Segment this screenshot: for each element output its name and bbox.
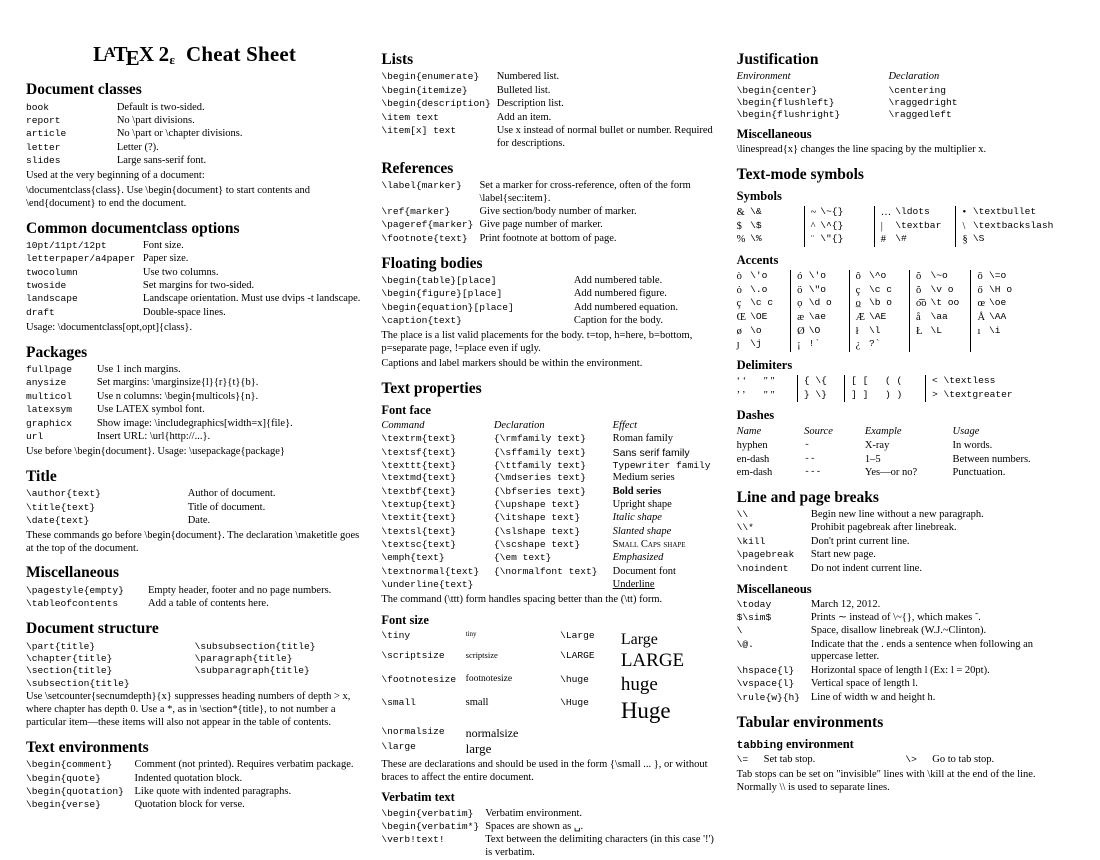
table-text-environments [26,759,363,813]
table-row: \textit{text} {\itshape text} Italic shape [381,512,662,524]
heading-text-mode-symbols: Text-mode symbols [736,165,864,183]
table-justification [737,71,1074,121]
note-floating-bodies-1: The place is a list valid placements for the body. t=top, h=here, b=bottom, p=separate page, !=place even if ugly. [381,330,693,354]
table-row: anysize Set margins: \marginsize{l}{r}{t}{b}. [26,377,259,389]
note-title: These commands go before \begin{document}. The declaration \maketitle goes at the top of the document. [26,529,360,554]
table-row: \ref{marker} Give section/body number of marker. [381,205,637,217]
note-miscellaneous-2: \linespread{x} changes the line spacing by the multiplier x. [736,144,987,156]
table-row: & \& ~ \~{} … \ldots • \textbullet [736,205,1037,218]
table-row: \kill Don't print current line. [736,535,910,547]
heading-text-environments: Text environments [26,738,149,756]
table-row: ç \c c ọ \d o o̲ \b o o͡o \t oo œ \oe [736,297,1007,310]
table-row: \subsection{title} [26,677,130,689]
table-row: \texttt{text} {\ttfamily text} Typewriter family [381,459,711,471]
table-tabbing [737,754,1074,767]
table-row: \begin{itemize} Bulleted list. [381,84,551,96]
table-font-size [381,630,718,757]
table-row: \textrm{text} {\rmfamily text} Roman family [381,433,673,445]
heading-miscellaneous-3: Miscellaneous [736,581,812,596]
heading-tabbing-environment: tabbing environment [736,736,854,752]
table-row: ȷ \j ¡ !` ¿ ?` [737,338,1074,352]
table-row: \textmd{text} {\mdseries text} Medium series [381,472,675,484]
heading-document-structure: Document structure [26,620,159,638]
table-row: em-dash --- Yes—or no? Punctuation. [736,466,1006,479]
table-floating-bodies [381,275,718,329]
table-row: slides Large sans-serif font. [26,155,207,167]
table-row: twoside Set margins for two-sided. [26,280,255,292]
table-row: \pageref{marker} Give page number of marker. [381,219,603,231]
table-row: \textnormal{text} {\normalfont text} Document font [381,565,676,577]
column-3 [737,42,1074,840]
note-common-options: Usage: \documentclass[opt,opt]{class}. [26,321,193,333]
table-row: \begin{comment} Comment (not printed). Requires verbatim package. [26,759,354,771]
table-row: \rule{w}{h} Line of width w and height h. [736,691,936,703]
latex-logo: LATEX $2_\varepsilon$ [93,42,176,71]
note-packages: Use before \begin{document}. Usage: \usepackage{package} [26,445,285,457]
heading-line-page-breaks: Line and page breaks [736,488,879,506]
table-row: \\ Begin new line without a new paragraph. [736,509,984,521]
table-row: ȯ \.o ö \"o ç \c c ŏ \v o ő \H o [736,283,1013,296]
table-row: \scriptsize scriptsize \LARGE LARGE [381,650,685,672]
table-row: twocolumn Use two columns. [26,266,219,278]
heading-title: Title [26,467,57,485]
table-row: \tiny tiny \Large Large [381,630,658,649]
note-floating-bodies-2: Captions and label markers should be within the environment. [381,357,643,369]
table-row: \small small \Huge Huge [381,697,671,724]
table-row: ‘ ‘ " " { \{ [ [ ( ( < \textless [737,375,1074,389]
table-row: $ \$ ^ \^{} | \textbar \ \textbackslash [736,219,1054,232]
heading-floating-bodies: Floating bodies [381,254,483,272]
table-document-structure [26,640,363,689]
table-row: multicol Use n columns: \begin{multicols}{n}. [26,390,259,402]
note-font-size: These are declarations and should be used in the form {\small ... }, or without braces to affect the entire document. [381,758,708,783]
table-row: Œ \OE æ \ae Æ \AE å \aa Å \AA [736,310,1007,323]
table-row: \today March 12, 2012. [736,598,881,610]
heading-lists: Lists [381,51,414,68]
table-row: \begin{enumerate} Numbered list. [381,71,560,83]
heading-font-size: Font size [381,612,429,627]
note-font-face: The command (\ttt) form handles spacing better than the (\tt) form. [381,594,663,606]
table-row: \underline{text} Underline [381,579,655,591]
table-header-row: Command Declaration Effect [381,419,638,431]
table-document-classes [26,101,363,168]
table-row: \pagestyle{empty} Empty header, footer and no page numbers. [26,584,332,596]
table-row: \begin{table}[place] Add numbered table. [381,275,663,287]
table-packages [26,364,363,444]
table-line-page-breaks [737,509,1074,576]
note-document-classes-2: \documentclass{class}. Use \begin{document} to start contents and \end{document} to end the document. [26,184,311,209]
table-row: latexsym Use LATEX symbol font. [26,404,205,416]
table-row: \caption{text} Caption for the body. [381,315,663,327]
table-row: \begin{verse} Quotation block for verse. [26,799,245,811]
table-row: \title{text} Title of document. [26,501,266,513]
heading-references: References [381,159,454,177]
table-title [26,488,363,528]
table-header-row: Name Source Example Usage [736,426,980,438]
heading-text-properties: Text properties [381,379,482,397]
heading-accents: Accents [736,252,779,267]
note-document-classes-1: Used at the very beginning of a document: [26,170,205,182]
table-row: url Insert URL: \url{http://...}. [26,430,211,442]
table-row: \chapter{title} \paragraph{title} [26,652,293,664]
heading-verbatim-text: Verbatim text [381,790,455,805]
table-row: \\* Prohibit pagebreak after linebreak. [736,522,957,534]
note-document-structure: Use \setcounter{secnumdepth}{x} suppresses heading numbers of depth > x, where chapter has depth 0. Use a *, as in \section*{title}, to not number a particular item—these items will also not appear in the table of contents. [26,691,351,729]
table-row: \textbf{text} {\bfseries text} Bold series [381,485,662,497]
heading-common-options: Common documentclass options [26,219,240,237]
heading-miscellaneous-1: Miscellaneous [26,564,119,582]
table-row: \textsl{text} {\slshape text} Slanted shape [381,525,672,537]
table-miscellaneous-1 [26,585,363,612]
table-accents [737,270,1074,352]
table-row: % \% ¨ \"{} # \# § \S [736,233,985,246]
heading-justification: Justification [736,51,819,68]
table-row: \begin{quote} Indented quotation block. [26,772,243,784]
column-1 [26,42,363,840]
page-title [26,42,363,71]
table-symbols [737,206,1074,247]
table-row: \ Space, disallow linebreak (W.J.~Clinton). [736,625,987,637]
table-row: \begin{quotation} Like quote with indented paragraphs. [26,786,292,797]
table-row: \hspace{l} Horizontal space of length l (Ex: l = 20pt). [736,664,990,676]
table-row: \tableofcontents Add a table of contents here. [26,598,269,610]
table-row: \verb!text! Text between the delimiting characters (in this case '!') is verbatim. [381,834,714,858]
table-row: \begin{figure}[place] Add numbered figure. [381,288,667,300]
table-font-face [381,419,718,592]
heading-packages: Packages [26,343,88,361]
table-references [381,180,718,246]
table-row: \begin{flushleft} \raggedright [736,97,958,109]
table-row: \@. Indicate that the . ends a sentence when following an uppercase letter. [736,638,1034,663]
table-row: \item text Add an item. [381,111,552,123]
heading-delimiters: Delimiters [736,357,793,372]
table-lists [381,71,718,150]
table-row: draft Double-space lines. [26,306,226,318]
table-row: \noindent Do not indent current line. [736,562,922,574]
table-row: book Default is two-sided. [26,101,205,113]
table-row: \begin{center} \centering [736,84,947,96]
table-row: \label{marker} Set a marker for cross-reference, often of the form \label{sec:item}. [381,179,691,204]
table-row: \pagebreak Start new page. [736,549,876,561]
table-row: \vspace{l} Vertical space of length l. [736,678,918,690]
heading-symbols: Symbols [736,188,782,203]
table-row: landscape Landscape orientation. Must use dvips -t landscape. [26,293,361,305]
table-row: \footnote{text} Print footnote at bottom of page. [381,232,617,244]
table-row: \begin{equation}[place] Add numbered equation. [381,301,678,313]
table-row: \author{text} Author of document. [26,488,276,500]
table-row: ’ ’ " " } \} ] ] ) ) > \textgreater [737,388,1074,402]
table-row: article No \part or \chapter divisions. [26,128,243,140]
column-2 [381,42,718,858]
table-row: \begin{description} Description list. [381,98,564,110]
note-tabbing: Tab stops can be set on "invisible" lines with \kill at the end of the line. Normally \\ is used to separate lines. [736,769,1036,793]
table-row: \textup{text} {\upshape text} Upright shape [381,498,672,510]
table-row: en-dash -- 1–5 Between numbers. [736,452,1031,465]
table-row: \textsc{text} {\scshape text} Small Caps shape [381,539,686,551]
table-row: \footnotesize footnotesize \huge huge [381,673,658,695]
table-row: \begin{flushright} \raggedleft [736,109,952,121]
table-verbatim [381,807,718,860]
table-row: \date{text} Date. [26,514,211,526]
table-row: \part{title} \subsubsection{title} [26,640,316,652]
table-row: \item[x] text Use x instead of normal bullet or number. Required for descriptions. [381,124,713,149]
table-row: $\sim$ Prints ∼ instead of \~{}, which makes ˜. [736,612,981,624]
table-row: report No \part divisions. [26,115,195,126]
table-row: \section{title} \subparagraph{title} [26,665,310,677]
table-row: \normalsize normalsize [381,725,519,740]
table-row: fullpage Use 1 inch margins. [26,364,181,376]
heading-tabular-environments: Tabular environments [736,713,884,731]
table-row: \textsf{text} {\sffamily text} Sans serif family [381,446,690,459]
table-header-row: Environment Declaration [736,71,940,83]
table-delimiters [737,375,1074,402]
table-row: \begin{verbatim} Verbatim environment. [381,807,583,819]
table-row: \= Set tab stop. \> Go to tab stop. [736,754,995,766]
heading-document-classes: Document classes [26,81,142,99]
table-row: letter Letter (?). [26,141,159,153]
table-row: 10pt/11pt/12pt Font size. [26,239,184,251]
table-common-options [26,240,363,320]
table-row: graphicx Show image: \includegraphics[width=x]{file}. [26,417,293,429]
table-row: ø \o Ø \O ł \l Ł \L ı \i [736,324,1001,337]
title-text: Cheat Sheet [180,42,297,66]
table-miscellaneous-3 [737,598,1074,704]
table-row: letterpaper/a4paper Paper size. [26,253,189,265]
table-row: hyphen - X-ray In words. [736,438,993,451]
table-row: \begin{verbatim*} Spaces are shown as ␣. [381,820,584,832]
heading-dashes: Dashes [736,408,775,423]
table-row: \emph{text} {\em text} Emphasized [381,552,664,564]
heading-font-face: Font face [381,402,431,417]
table-row: \large large [381,740,492,756]
table-row: ò \'o ó \'o ô \^o õ \~o ō \=o [736,269,1007,282]
table-dashes [737,425,1074,480]
heading-miscellaneous-2: Miscellaneous [736,127,812,142]
